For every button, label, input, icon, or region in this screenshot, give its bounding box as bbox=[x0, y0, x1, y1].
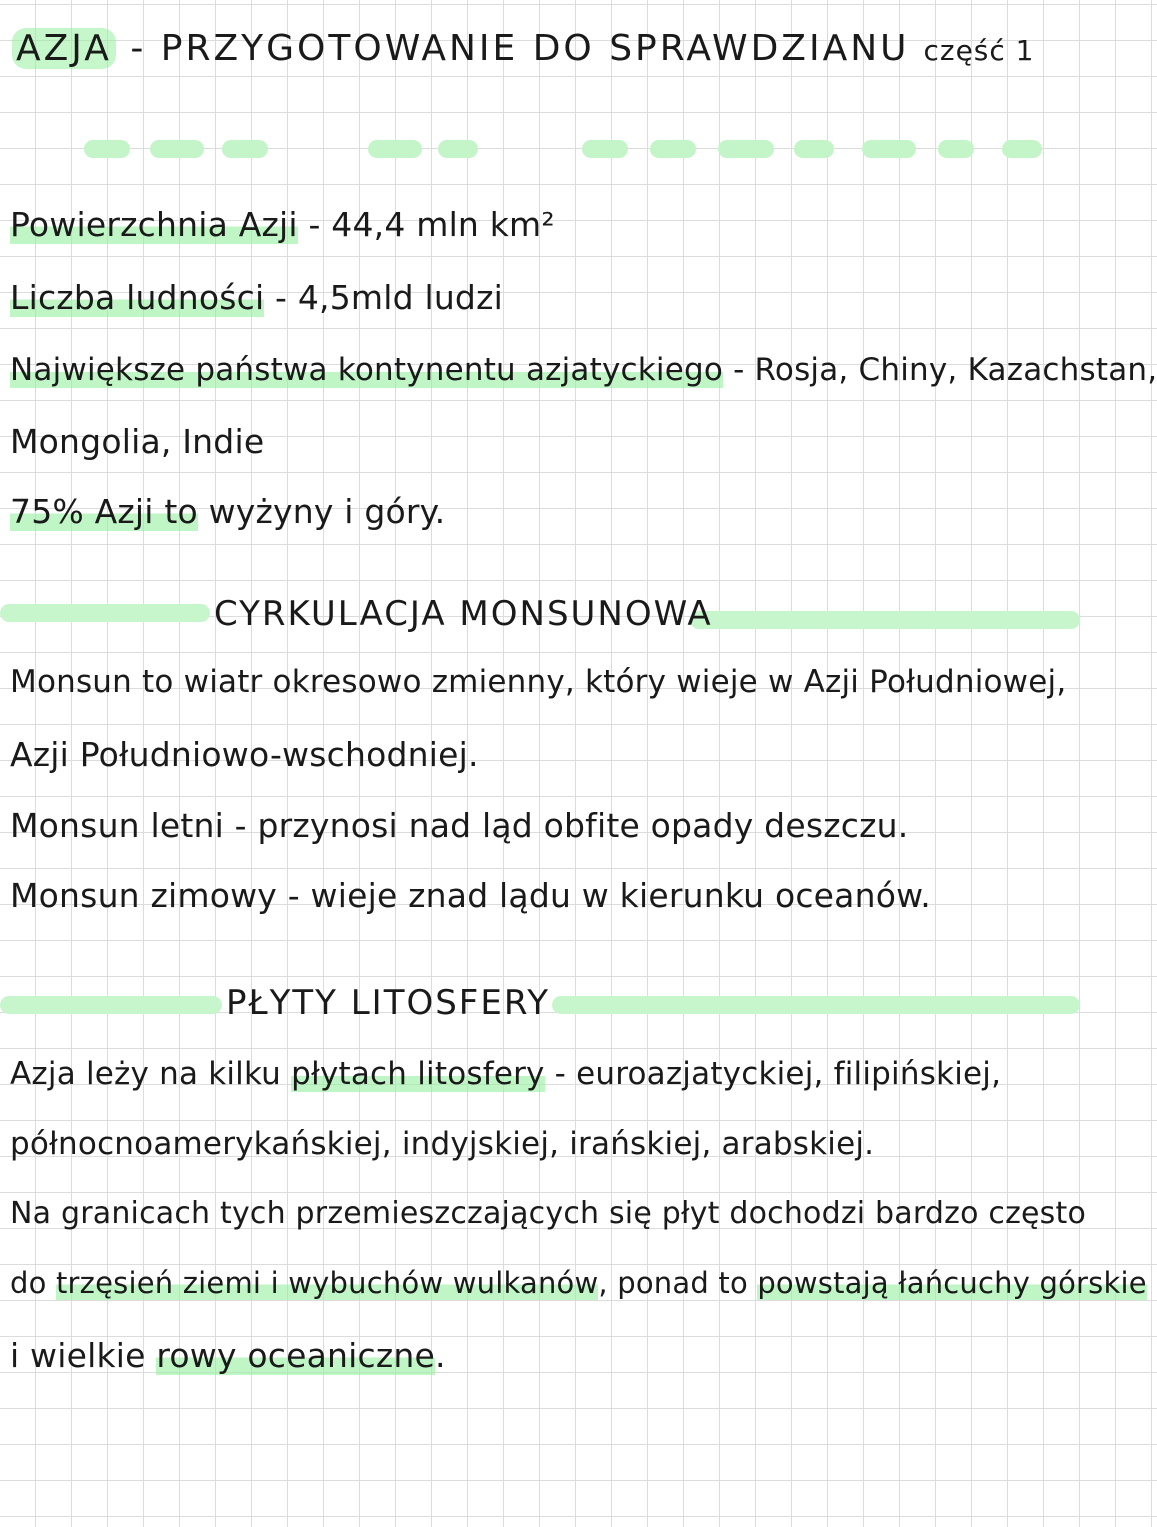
plates-line-5-start: i wielkie bbox=[10, 1336, 157, 1375]
largest-label: Największe państwa kontynentu azjatyckiego bbox=[10, 352, 724, 388]
plates-line-4 bbox=[10, 1266, 1147, 1300]
plates-band-right bbox=[552, 996, 1080, 1014]
plates-line-2: północnoamerykańskiej, indyjskiej, irańskiej, arabskiej. bbox=[10, 1126, 875, 1162]
plates-line-5-highlight: rowy oceaniczne bbox=[156, 1336, 436, 1375]
plates-line-4-highlight: trzęsień ziemi i wybuchów wulkanów bbox=[55, 1266, 599, 1300]
monsoon-summer: Monsun letni - przynosi nad ląd obfite opady deszczu. bbox=[10, 806, 909, 845]
area-label: Powierzchnia Azji bbox=[10, 205, 298, 244]
plates-line-1 bbox=[10, 1056, 1001, 1092]
highlands-line bbox=[10, 492, 445, 531]
plates-line-4-mid: , ponad to bbox=[598, 1266, 758, 1300]
monsoon-heading: CYRKULACJA MONSUNOWA bbox=[214, 594, 713, 634]
monsoon-line-1: Monsun to wiatr okresowo zmienny, który wieje w Azji Południowej, bbox=[10, 664, 1067, 700]
page-title bbox=[12, 28, 1035, 69]
monsoon-line-2: Azji Południowo-wschodniej. bbox=[10, 735, 479, 774]
plates-line-3: Na granicach tych przemieszczających się płyt dochodzi bardzo często bbox=[10, 1196, 1087, 1231]
plates-line-1-end: - euroazjatyckiej, filipińskiej, bbox=[544, 1056, 1002, 1092]
title-text: - PRZYGOTOWANIE DO SPRAWDZIANU bbox=[115, 28, 910, 69]
monsoon-band-left bbox=[0, 604, 210, 622]
plates-line-5-end: . bbox=[435, 1336, 446, 1375]
plates-line-4-start: do bbox=[10, 1266, 56, 1300]
population-value: - 4,5mld ludzi bbox=[264, 278, 503, 317]
plates-line-4-highlight-2: powstają łańcuchy górskie bbox=[757, 1266, 1147, 1300]
largest-line bbox=[10, 352, 1157, 388]
area-value: - 44,4 mln km² bbox=[297, 205, 555, 244]
population-label: Liczba ludności bbox=[10, 278, 265, 317]
plates-heading: PŁYTY LITOSFERY bbox=[226, 983, 551, 1023]
plates-line-1-start: Azja leży na kilku bbox=[10, 1056, 292, 1092]
largest-value: - Rosja, Chiny, Kazachstan, bbox=[723, 352, 1157, 388]
title-part: część 1 bbox=[923, 34, 1035, 67]
largest-line-cont: Mongolia, Indie bbox=[10, 422, 265, 461]
plates-band-left bbox=[0, 996, 222, 1014]
title-highlight: AZJA bbox=[12, 28, 116, 69]
highlands-highlight: 75% Azji to bbox=[10, 492, 198, 531]
monsoon-band-right bbox=[690, 611, 1080, 629]
plates-line-1-highlight: płytach litosfery bbox=[291, 1056, 545, 1092]
population-line bbox=[10, 278, 503, 317]
plates-line-5 bbox=[10, 1336, 446, 1375]
highlands-rest: wyżyny i góry. bbox=[197, 492, 446, 531]
monsoon-winter: Monsun zimowy - wieje znad lądu w kierunku oceanów. bbox=[10, 876, 931, 915]
area-line bbox=[10, 205, 555, 244]
